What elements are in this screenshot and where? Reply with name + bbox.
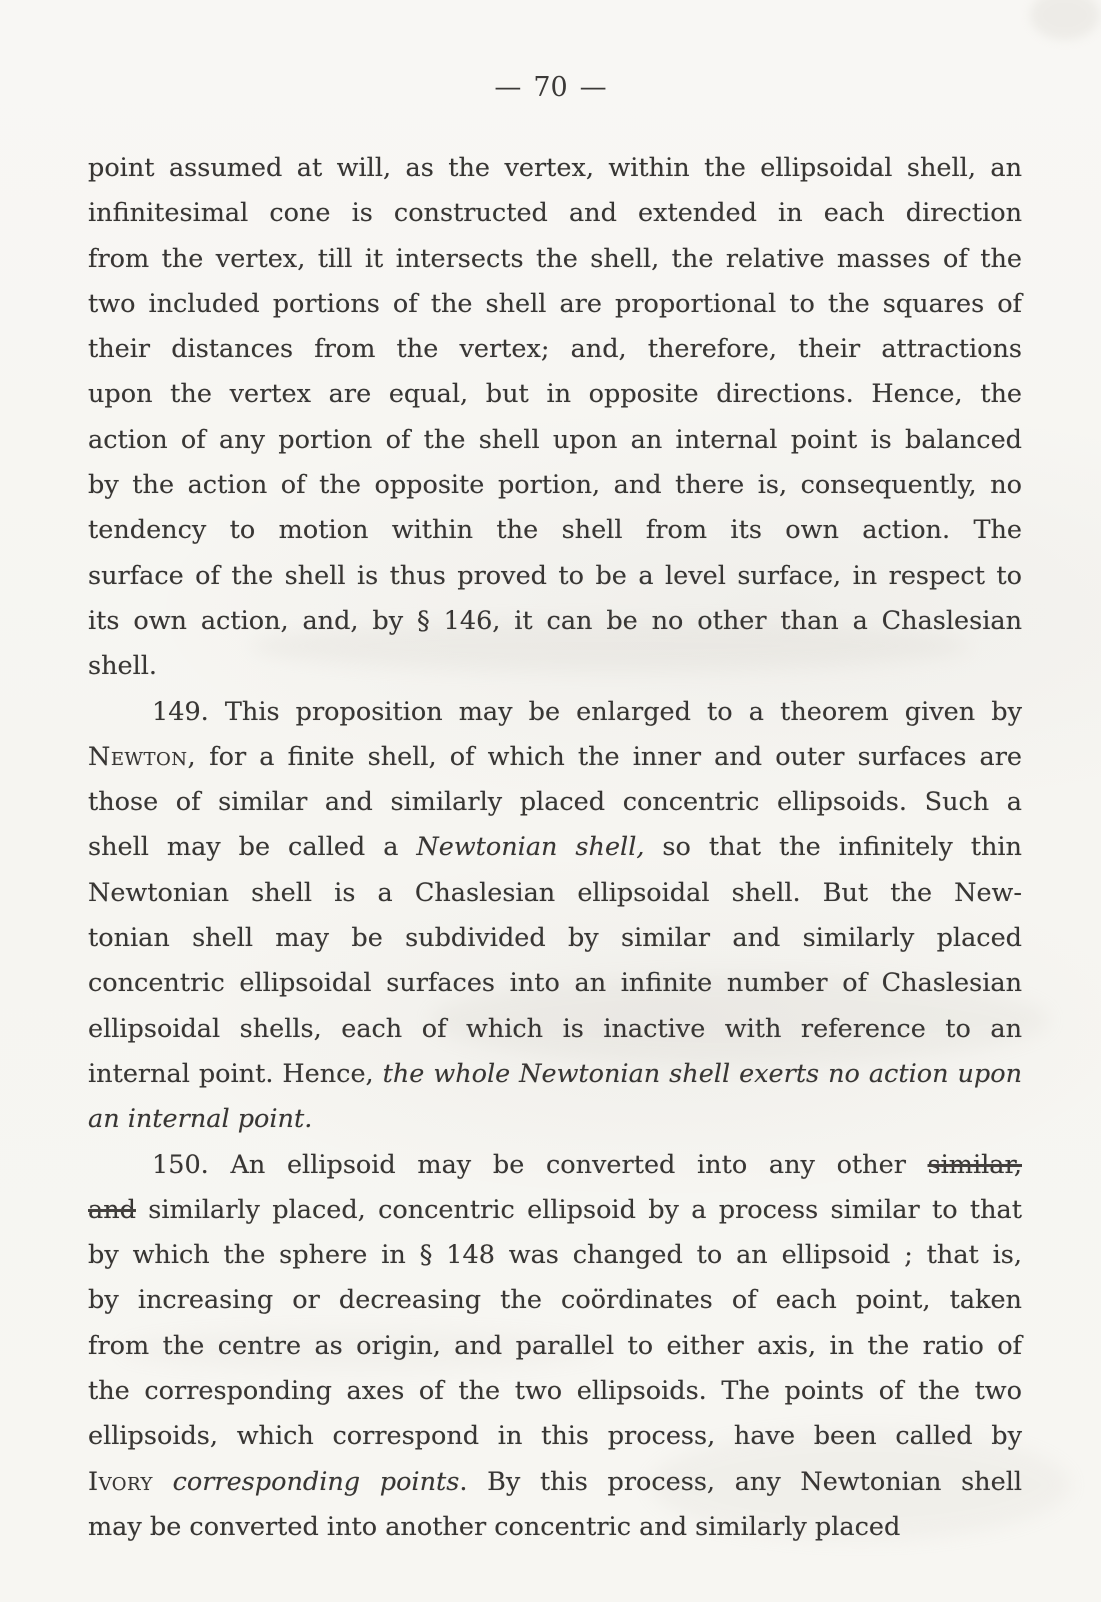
text-line bbox=[88, 1007, 1022, 1052]
text-segment: 149. This proposition may be enlarged to a theorem given by bbox=[152, 696, 1022, 727]
text-segment: by which the sphere in § 148 was changed to an ellipsoid ; that is, bbox=[88, 1240, 1022, 1271]
text-line bbox=[88, 1143, 1022, 1188]
text-line bbox=[88, 599, 1022, 644]
text-line bbox=[88, 508, 1022, 553]
paragraph bbox=[88, 1143, 1022, 1551]
text-segment: by increasing or decreasing the coördinates of each point, taken bbox=[88, 1285, 1022, 1316]
text-line bbox=[88, 644, 1022, 689]
paragraph bbox=[88, 146, 1022, 690]
text-segment: similarly placed, concentric ellipsoid by a process similar to that bbox=[135, 1194, 1022, 1225]
scan-artifact bbox=[1030, 0, 1100, 40]
text-line bbox=[88, 1188, 1022, 1233]
text-segment: internal point. Hence, bbox=[88, 1058, 383, 1089]
text-line bbox=[88, 463, 1022, 508]
text-line bbox=[88, 780, 1022, 825]
text-segment: from the vertex, till it intersects the shell, the relative masses of the bbox=[88, 243, 1022, 274]
text-line bbox=[88, 372, 1022, 417]
text-segment-smallcaps: Ivory bbox=[88, 1466, 153, 1497]
text-line bbox=[88, 282, 1022, 327]
text-segment: infinitesimal cone is constructed and extended in each direction bbox=[88, 198, 1022, 229]
text-segment: ellipsoids, which correspond in this process, have been called by bbox=[88, 1421, 1022, 1452]
text-line bbox=[88, 418, 1022, 463]
text-line bbox=[88, 916, 1022, 961]
text-line bbox=[88, 825, 1022, 870]
text-segment: Newtonian shell is a Chaslesian ellipsoidal shell. But the New- bbox=[88, 877, 1022, 908]
text-segment: shell. bbox=[88, 651, 158, 682]
text-segment bbox=[153, 1467, 173, 1497]
page-body bbox=[88, 146, 1022, 1550]
text-segment: action of any portion of the shell upon an internal point is balanced bbox=[88, 424, 1022, 455]
text-segment: tendency to motion within the shell from its own action. The bbox=[88, 515, 1022, 546]
text-segment: upon the vertex are equal, but in opposite directions. Hence, the bbox=[88, 379, 1022, 410]
header-dash-right: — bbox=[579, 72, 607, 103]
text-segment-italic: corresponding points bbox=[172, 1466, 460, 1497]
text-segment-smallcaps: Newton, bbox=[88, 741, 197, 772]
text-segment: concentric ellipsoidal surfaces into an infinite number of Chaslesian bbox=[88, 968, 1022, 999]
text-segment: . By this process, any Newtonian shell bbox=[459, 1466, 1023, 1497]
text-line bbox=[88, 146, 1022, 191]
header-dash-left: — bbox=[494, 72, 522, 103]
text-line bbox=[88, 327, 1022, 372]
text-line bbox=[88, 1414, 1022, 1459]
text-segment: from the centre as origin, and parallel to either axis, in the ratio of bbox=[88, 1330, 1022, 1361]
text-line bbox=[88, 1233, 1022, 1278]
text-segment: surface of the shell is thus proved to be a level surface, in respect to bbox=[88, 560, 1022, 591]
text-line bbox=[88, 1052, 1022, 1097]
text-segment: their distances from the vertex; and, therefore, their attractions bbox=[88, 334, 1022, 365]
text-segment-italic: Newtonian shell, bbox=[416, 832, 645, 863]
text-segment: shell may be called a bbox=[88, 832, 417, 863]
text-segment: point assumed at will, as the vertex, within the ellipsoidal shell, an bbox=[88, 153, 1022, 183]
text-segment-italic: an internal point. bbox=[88, 1104, 313, 1135]
text-line bbox=[88, 1278, 1022, 1323]
text-line bbox=[88, 690, 1022, 735]
text-line bbox=[88, 1097, 1022, 1142]
text-line bbox=[88, 871, 1022, 916]
text-line bbox=[88, 1369, 1022, 1414]
page-header bbox=[0, 72, 1101, 103]
text-segment: 150. An ellipsoid may be converted into any other bbox=[152, 1149, 928, 1180]
paragraph bbox=[88, 690, 1022, 1143]
text-line bbox=[88, 735, 1022, 780]
page-number: 70 bbox=[533, 72, 568, 103]
text-segment: for a finite shell, of which the inner and outer surfaces are bbox=[196, 741, 1022, 772]
text-line bbox=[88, 1505, 1022, 1550]
text-line bbox=[88, 1460, 1022, 1505]
text-line bbox=[88, 961, 1022, 1006]
text-segment: may be converted into another concentric and similarly placed bbox=[88, 1511, 901, 1542]
text-segment: its own action, and, by § 146, it can be no other than a Chaslesian bbox=[88, 605, 1022, 636]
text-segment: two included portions of the shell are proportional to the squares of bbox=[88, 288, 1022, 319]
text-segment: by the action of the opposite portion, and there is, consequently, no bbox=[88, 470, 1022, 501]
text-segment-italic: the whole Newtonian shell exerts no action upon bbox=[382, 1058, 1023, 1089]
text-line bbox=[88, 554, 1022, 599]
text-line bbox=[88, 1324, 1022, 1369]
text-segment: the corresponding axes of the two ellipsoids. The points of the two bbox=[88, 1376, 1022, 1407]
text-segment: those of similar and similarly placed concentric ellipsoids. Such a bbox=[88, 787, 1022, 818]
text-line bbox=[88, 237, 1022, 282]
text-line bbox=[88, 191, 1022, 236]
text-segment: tonian shell may be subdivided by similar and similarly placed bbox=[88, 923, 1022, 954]
text-segment-strike: similar, bbox=[927, 1149, 1022, 1180]
text-segment: ellipsoidal shells, each of which is inactive with reference to an bbox=[88, 1013, 1022, 1044]
text-segment: so that the infinitely thin bbox=[644, 832, 1022, 863]
text-segment-strike: and bbox=[88, 1194, 136, 1225]
